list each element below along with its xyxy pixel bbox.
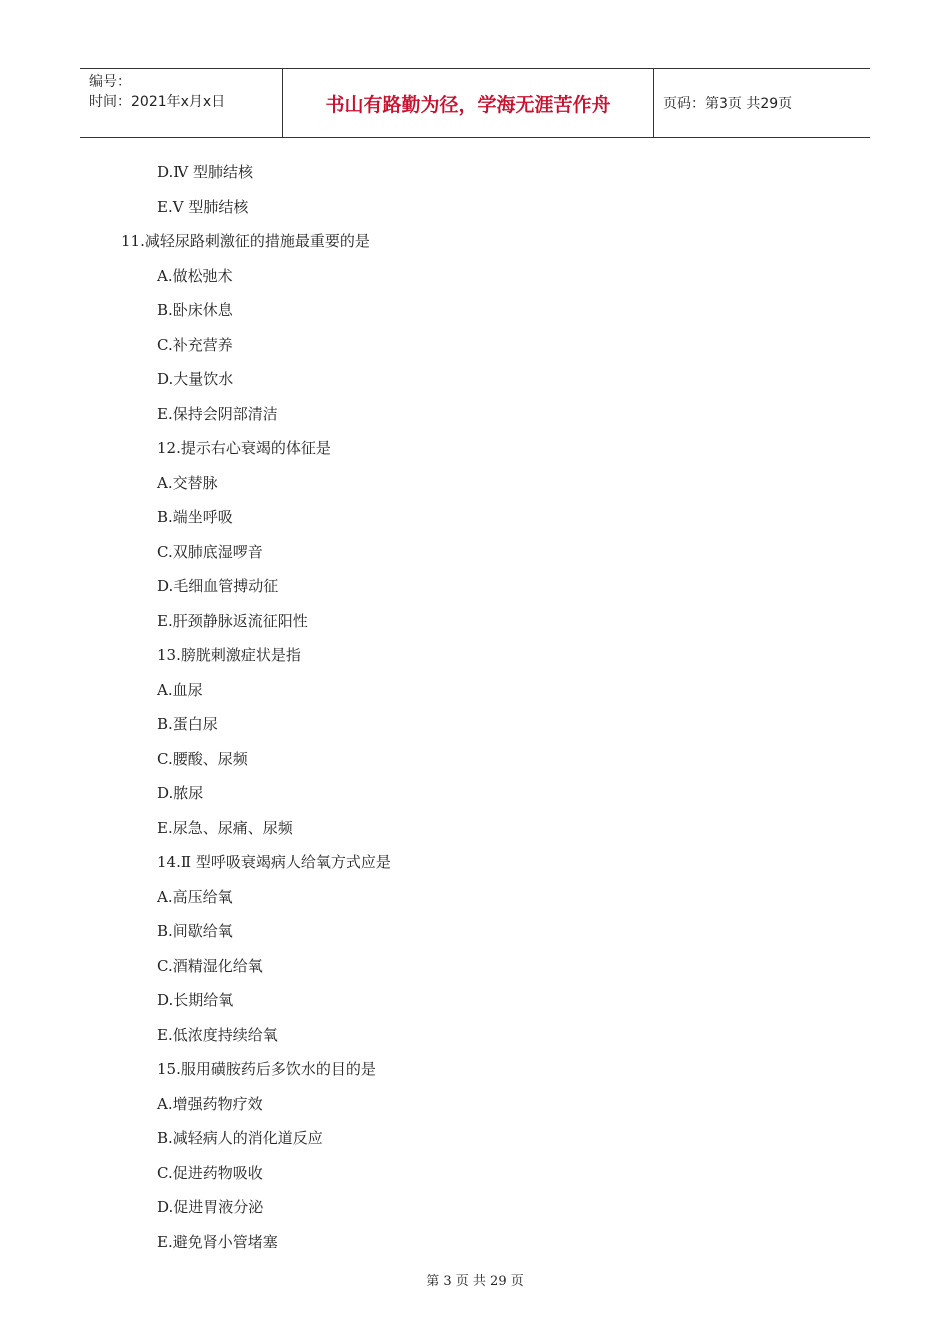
question-list <box>0 155 950 1259</box>
date-line: 时间：2021年x月x日 <box>89 94 226 110</box>
header-motto: 书山有路勤为径，学海无涯苦作舟 <box>282 69 654 137</box>
option-line: E.Ⅴ 型肺结核 <box>157 197 249 216</box>
option-line: D.脓尿 <box>157 784 204 802</box>
option-line: C.双肺底湿啰音 <box>157 542 263 561</box>
option-line: E.保持会阴部清洁 <box>157 404 278 423</box>
option-line: A.增强药物疗效 <box>157 1094 263 1113</box>
option-line: B.蛋白尿 <box>157 715 218 733</box>
option-line: A.做松弛术 <box>157 266 233 285</box>
option-line: E.避免肾小管堵塞 <box>157 1232 278 1251</box>
option-line: C.腰酸、尿频 <box>157 749 248 768</box>
option-line: A.交替脉 <box>157 473 218 492</box>
option-line: D.毛细血管搏动征 <box>157 577 279 595</box>
page-header <box>80 68 870 138</box>
option-line: 14.Ⅱ 型呼吸衰竭病人给氧方式应是 <box>157 853 391 871</box>
option-line: E.低浓度持续给氧 <box>157 1025 278 1044</box>
question-line: 11.减轻尿路刺激征的措施最重要的是 <box>121 232 370 250</box>
header-meta <box>80 69 282 137</box>
option-line: B.卧床休息 <box>157 301 233 319</box>
option-line: B.端坐呼吸 <box>157 508 233 526</box>
option-line: B.间歇给氧 <box>157 922 233 940</box>
header-page-info: 页码：第3页 共29页 <box>663 96 793 112</box>
option-line: 12.提示右心衰竭的体征是 <box>157 439 331 457</box>
option-line: A.高压给氧 <box>157 887 233 906</box>
page-footer: 第 3 页 共 29 页 <box>426 1274 524 1289</box>
option-line: A.血尿 <box>157 680 203 699</box>
option-line: E.肝颈静脉返流征阳性 <box>157 611 308 630</box>
option-line: C.补充营养 <box>157 335 233 354</box>
option-line: 13.膀胱刺激症状是指 <box>157 646 301 664</box>
option-line: C.促进药物吸收 <box>157 1163 263 1182</box>
option-line: D.长期给氧 <box>157 991 234 1009</box>
option-line: E.尿急、尿痛、尿频 <box>157 818 293 837</box>
number-label: 编号： <box>89 74 131 90</box>
option-line: D.Ⅳ 型肺结核 <box>157 163 254 181</box>
option-line: 15.服用磺胺药后多饮水的目的是 <box>157 1060 376 1078</box>
option-line: C.酒精湿化给氧 <box>157 956 263 975</box>
option-line: D.促进胃液分泌 <box>157 1198 264 1216</box>
option-line: B.减轻病人的消化道反应 <box>157 1129 323 1147</box>
option-line: D.大量饮水 <box>157 370 234 388</box>
